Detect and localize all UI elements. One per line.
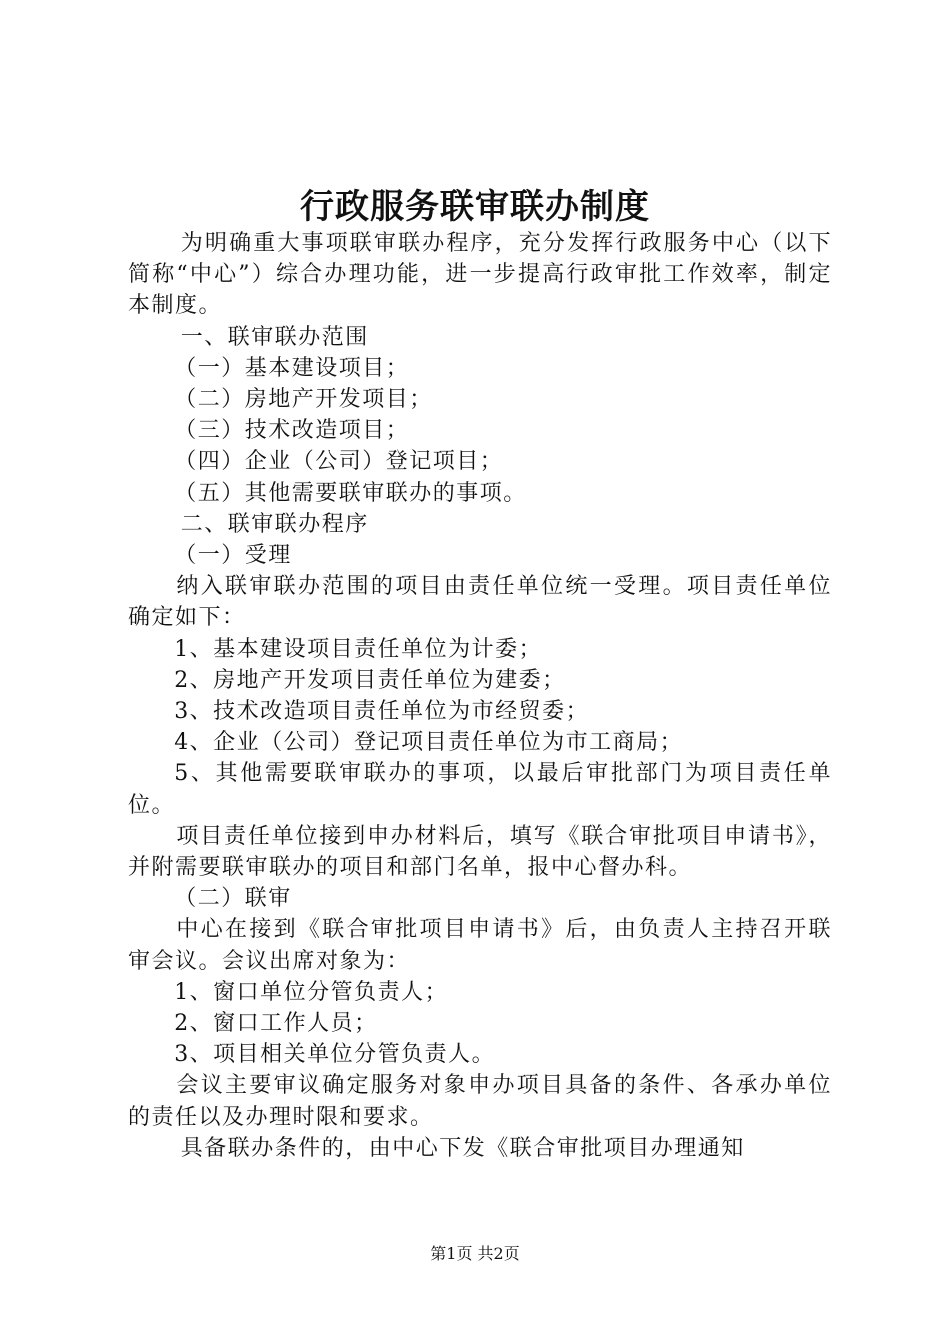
list-item: （二）房地产开发项目； [174,387,433,413]
list-item: 1、窗口单位分管负责人； [174,979,449,1005]
page-footer: 第1页 共2页 [430,1244,520,1263]
list-item: 3、技术改造项目责任单位为市经贸委； [174,699,590,725]
list-item: 5、其他需要联审联办的事项，以最后审批部门为项目责任单位。 [128,761,832,818]
list-item: 1、基本建设项目责任单位为计委； [174,636,543,662]
heading-scope: 一、联审联办范围 [180,324,369,350]
paragraph: 具备联办条件的，由中心下发《联合审批项目办理通知 [180,1135,745,1161]
document-title: 行政服务联审联办制度 [300,187,650,227]
paragraph: 纳入联审联办范围的项目由责任单位统一受理。项目责任单位确定如下： [128,574,832,631]
paragraph: 项目责任单位接到申办材料后，填写《联合审批项目申请书》，并附需要联审联办的项目和部门名单，报中心督办科。 [128,823,832,881]
list-item: （四）企业（公司）登记项目； [174,449,504,475]
subheading-joint-review: （二）联审 [174,886,292,912]
list-item: 2、房地产开发项目责任单位为建委； [174,667,566,693]
list-item: 3、项目相关单位分管负责人。 [174,1042,496,1068]
heading-procedure: 二、联审联办程序 [180,511,369,537]
document-body [128,228,832,1164]
paragraph: 中心在接到《联合审批项目申请书》后，由负责人主持召开联审会议。会议出席对象为： [128,917,832,974]
subheading-acceptance: （一）受理 [174,543,292,569]
paragraph: 会议主要审议确定服务对象申办项目具备的条件、各承办单位的责任以及办理时限和要求。 [128,1073,832,1130]
list-item: （五）其他需要联审联办的事项。 [174,480,527,506]
paragraph-intro: 为明确重大事项联审联办程序，充分发挥行政服务中心（以下简称“中心”）综合办理功能，进一步提高行政审批工作效率，制定本制度。 [128,231,832,319]
list-item: 2、窗口工作人员； [174,1011,378,1037]
list-item: （一）基本建设项目； [174,355,410,381]
list-item: （三）技术改造项目； [174,418,410,444]
list-item: 4、企业（公司）登记项目责任单位为市工商局； [174,730,684,756]
